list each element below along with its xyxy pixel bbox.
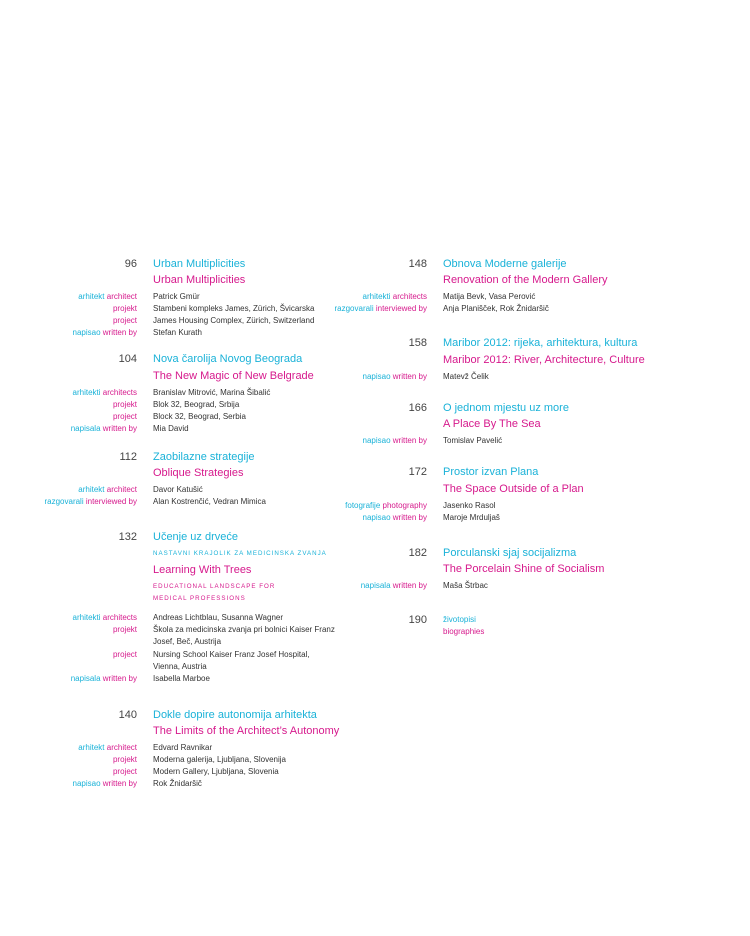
role-croatian: napisala: [70, 424, 101, 433]
role-croatian: napisala: [70, 674, 101, 683]
credit-value: Škola za medicinska zvanja pri bolnici Kaiser Franz: [153, 625, 335, 634]
page-number: 132: [118, 531, 137, 543]
title-croatian: Zaobilazne strategije: [153, 451, 255, 463]
credit-value: Edvard Ravnikar: [153, 743, 213, 752]
role-english: architect: [106, 743, 137, 752]
credit-value: Isabella Marboe: [153, 674, 210, 683]
page-number: 112: [119, 451, 137, 463]
role-english: written by: [392, 372, 427, 381]
page-number: 158: [408, 337, 427, 349]
role-english: written by: [102, 674, 137, 683]
credit-value: Moderna galerija, Ljubljana, Slovenija: [153, 755, 286, 764]
credit-value: Branislav Mitrović, Marina Šibalić: [153, 388, 271, 397]
title-croatian: Učenje uz drveće: [153, 531, 238, 543]
role-croatian: arhitekti: [362, 292, 391, 301]
credit-value: Stambeni kompleks James, Zürich, Švicarska: [153, 304, 315, 313]
role-english: written by: [102, 328, 137, 337]
role-english: written by: [102, 424, 137, 433]
role-english: architect: [106, 485, 137, 494]
credit-value: Maroje Mrduljaš: [443, 513, 500, 522]
credit-value: Alan Kostrenčić, Vedran Mimica: [153, 497, 266, 506]
title-croatian: životopisi: [443, 615, 476, 624]
title-croatian: Porculanski sjaj socijalizma: [443, 547, 577, 559]
credit-value: Mia David: [153, 424, 189, 433]
credit-value: Anja Planišček, Rok Žnidaršič: [443, 304, 549, 313]
credit-value: Tomislav Pavelić: [443, 436, 503, 445]
credit-value: Jasenko Rasol: [443, 501, 496, 510]
credit-value: Stefan Kurath: [153, 328, 202, 337]
title-english: Maribor 2012: River, Architecture, Culture: [443, 354, 645, 366]
title-english: biographies: [443, 627, 485, 636]
title-croatian: Urban Multiplicities: [153, 258, 246, 270]
role-croatian: arhitekt: [78, 292, 105, 301]
page-number: 104: [118, 353, 137, 365]
role-croatian: razgovarali: [44, 497, 84, 506]
title-english: The Limits of the Architect’s Autonomy: [153, 725, 340, 737]
role-english: projekt: [112, 755, 137, 764]
role-english: project: [112, 412, 137, 421]
role-croatian: arhitekti: [72, 613, 101, 622]
credit-value: Matija Bevk, Vasa Perović: [443, 292, 536, 301]
credit-value: Vienna, Austria: [153, 662, 207, 671]
role-english: projekt: [112, 304, 137, 313]
credit-value: Rok Žnidaršič: [153, 779, 202, 788]
title-croatian: Nova čarolija Novog Beograda: [153, 353, 303, 365]
role-english: projekt: [112, 625, 137, 634]
title-english: The New Magic of New Belgrade: [153, 370, 314, 382]
subtitle-croatian: NASTAVNI KRAJOLIK ZA MEDICINSKA ZVANJA: [153, 550, 327, 557]
title-english: A Place By The Sea: [443, 418, 541, 430]
subtitle-english: MEDICAL PROFESSIONS: [153, 595, 246, 602]
page-number: 140: [118, 709, 137, 721]
credit-value: Modern Gallery, Ljubljana, Slovenia: [153, 767, 279, 776]
page-number: 148: [408, 258, 427, 270]
role-croatian: napisao: [72, 779, 101, 788]
role-croatian: arhitekti: [72, 388, 101, 397]
title-english: Renovation of the Modern Gallery: [443, 274, 608, 286]
credit-value: Patrick Gmür: [153, 292, 200, 301]
role-croatian: napisao: [72, 328, 101, 337]
role-english: photography: [382, 501, 427, 510]
title-english: Learning With Trees: [153, 564, 252, 576]
subtitle-english: EDUCATIONAL LANDSCAPE FOR: [153, 583, 276, 590]
title-english: Oblique Strategies: [153, 467, 244, 479]
page-number: 166: [408, 402, 427, 414]
title-croatian: Prostor izvan Plana: [443, 466, 539, 478]
role-english: interviewed by: [85, 497, 137, 506]
credit-value: Blok 32, Beograd, Srbija: [153, 400, 240, 409]
page-number: 96: [124, 258, 137, 270]
role-croatian: arhitekt: [78, 485, 105, 494]
role-english: architect: [106, 292, 137, 301]
role-croatian: napisao: [362, 372, 391, 381]
role-english: written by: [392, 581, 427, 590]
role-croatian: napisao: [362, 513, 391, 522]
credit-value: Block 32, Beograd, Serbia: [153, 412, 246, 421]
role-english: written by: [392, 513, 427, 522]
credit-value: Andreas Lichtblau, Susanna Wagner: [153, 613, 284, 622]
role-english: interviewed by: [375, 304, 427, 313]
title-croatian: O jednom mjestu uz more: [443, 402, 569, 414]
credit-value: Maša Štrbac: [443, 581, 488, 590]
title-croatian: Obnova Moderne galerije: [443, 258, 567, 270]
role-english: project: [112, 767, 137, 776]
role-english: architects: [392, 292, 427, 301]
title-croatian: Dokle dopire autonomija arhitekta: [153, 709, 317, 721]
role-croatian: napisala: [360, 581, 391, 590]
role-english: written by: [392, 436, 427, 445]
credit-value: Nursing School Kaiser Franz Josef Hospital,: [153, 650, 310, 659]
role-croatian: fotografije: [345, 501, 381, 510]
title-croatian: Maribor 2012: rijeka, arhitektura, kultura: [443, 337, 638, 349]
role-croatian: napisao: [362, 436, 391, 445]
role-english: written by: [102, 779, 137, 788]
role-croatian: razgovarali: [334, 304, 374, 313]
credit-value: Josef, Beč, Austrija: [153, 637, 222, 646]
credit-value: James Housing Complex, Zürich, Switzerland: [153, 316, 315, 325]
page-number: 182: [408, 547, 427, 559]
title-english: The Porcelain Shine of Socialism: [443, 563, 605, 575]
role-english: architects: [102, 613, 137, 622]
credit-value: Davor Katušić: [153, 485, 203, 494]
role-english: project: [112, 650, 137, 659]
credit-value: Matevž Čelik: [443, 372, 489, 381]
page-number: 190: [408, 614, 427, 626]
role-english: projekt: [112, 400, 137, 409]
role-english: project: [112, 316, 137, 325]
title-english: The Space Outside of a Plan: [443, 483, 584, 495]
title-english: Urban Multiplicities: [153, 274, 246, 286]
page-number: 172: [408, 466, 427, 478]
role-english: architects: [102, 388, 137, 397]
role-croatian: arhitekt: [78, 743, 105, 752]
